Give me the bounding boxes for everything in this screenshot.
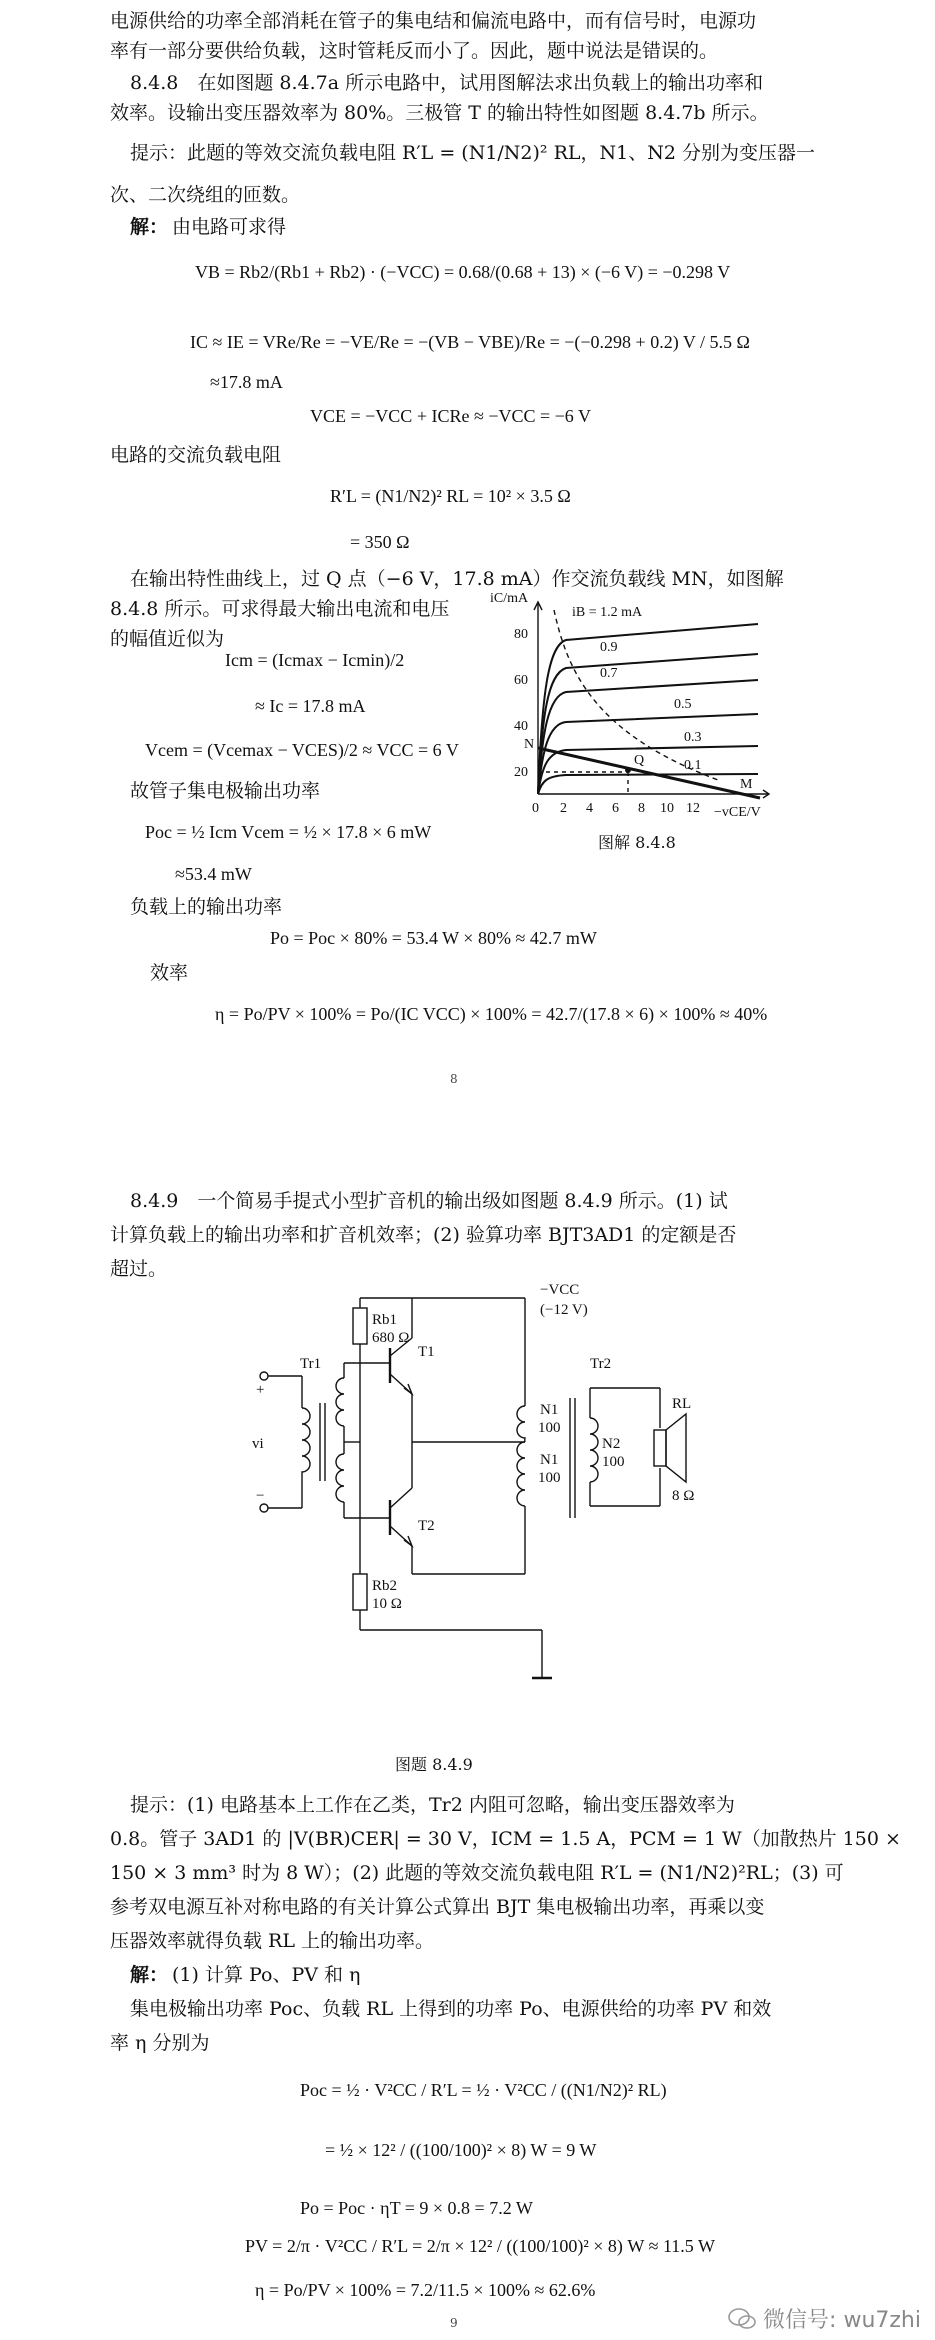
paragraph-line: 电源供给的功率全部消耗在管子的集电结和偏流电路中，而有信号时，电源功 [110, 10, 757, 32]
equation-vb: VB = Rb2/(Rb1 + Rb2) · (−VCC) = 0.68/(0.68 + 13) × (−6 V) = −0.298 V [195, 262, 731, 282]
equation-ic-value: ≈17.8 mA [210, 372, 283, 392]
minus-sign: − [256, 1488, 265, 1504]
curve-text-line: 的幅值近似为 [110, 628, 225, 650]
amplifier-circuit-diagram [240, 1238, 710, 1738]
n2-value: 100 [602, 1454, 625, 1470]
curve-ib-1-2 [538, 624, 758, 794]
x-tick: 10 [660, 801, 674, 816]
curve-label-0-7: 0.7 [600, 666, 618, 681]
page-number: 8 [450, 1072, 458, 1086]
point-q-label: Q [634, 753, 645, 768]
curve-text-line: 8.4.8 所示。可求得最大输出电流和电压 [110, 598, 450, 620]
transformer-tr1-primary [302, 1408, 310, 1476]
transformer-tr2-primary-upper [517, 1406, 525, 1442]
hint-line: 参考双电源互补对称电路的有关计算公式算出 BJT 集电极输出功率，再乘以变 [110, 1896, 765, 1918]
equation-eta: η = Po/PV × 100% = Po/(IC VCC) × 100% = 42.7/(17.8 × 6) × 100% ≈ 40% [215, 1004, 768, 1024]
problem-8-4-8-line: 效率。设输出变压器效率为 80%。三极管 T 的输出特性如图题 8.4.7b 所示。 [110, 102, 769, 124]
watermark [727, 2303, 921, 2334]
solution-label: 解： [130, 1964, 169, 1986]
curve-label-0-3: 0.3 [684, 730, 702, 745]
curve-label-ib: iB = 1.2 mA [572, 605, 643, 620]
vi-label: vi [252, 1436, 264, 1452]
n1-upper-value: 100 [538, 1420, 561, 1436]
solution-line: (1) 计算 Po、PV 和 η [172, 1964, 361, 1986]
input-terminal-minus [260, 1504, 268, 1512]
curve-label-0-5: 0.5 [674, 697, 692, 712]
transformer-tr2-primary-lower [517, 1442, 525, 1506]
x-tick: 6 [612, 801, 619, 816]
q-point [625, 767, 631, 773]
transformer-tr1-secondary-upper [336, 1378, 344, 1426]
wechat-icon [727, 2307, 757, 2331]
equation-rl: R′L = (N1/N2)² RL = 10² × 3.5 Ω [330, 486, 571, 506]
efficiency-label: 效率 [150, 962, 189, 984]
hint-line: 0.8。管子 3AD1 的 |V(BR)CER| = 30 V，ICM = 1.5 A，PCM = 1 W（加散热片 150 × [110, 1828, 901, 1850]
equation-icm-value: ≈ Ic = 17.8 mA [255, 696, 366, 716]
paragraph-line: 率有一部分要供给负载，这时管耗反而小了。因此，题中说法是错误的。 [110, 40, 719, 62]
vcc-value: (−12 V) [540, 1302, 588, 1318]
point-n-label: N [524, 737, 535, 752]
solution-intro: 由电路可求得 [172, 216, 287, 238]
hint-line: 压器效率就得负载 RL 上的输出功率。 [110, 1930, 435, 1952]
problem-8-4-9-line: 超过。 [110, 1258, 168, 1280]
problem-8-4-9-line: 8.4.9 一个简易手提式小型扩音机的输出级如图题 8.4.9 所示。(1) 试 [130, 1190, 728, 1212]
x-tick: 2 [560, 801, 567, 816]
rb1-label: Rb1 [372, 1312, 398, 1328]
curve-text-line: 在输出特性曲线上，过 Q 点（−6 V，17.8 mA）作交流负载线 MN，如图解 [130, 568, 784, 590]
tr1-label: Tr1 [300, 1356, 322, 1372]
n2-label: N2 [602, 1436, 621, 1452]
curve-label-0-1: 0.1 [684, 758, 702, 773]
rl-label: RL [672, 1396, 692, 1412]
output-characteristic-figure [488, 584, 778, 854]
page-number: 9 [450, 2316, 458, 2330]
rb2-label: Rb2 [372, 1578, 398, 1594]
curve-label-0-9: 0.9 [600, 640, 618, 655]
watermark-text: 微信号: wu7zhi [763, 2308, 921, 2333]
hint-line: 150 × 3 mm³ 时为 8 W）；(2) 此题的等效交流负载电阻 R′L = (N1/N2)²RL；(3) 可 [110, 1862, 844, 1884]
t1-label: T1 [418, 1344, 435, 1360]
n1-lower-value: 100 [538, 1470, 561, 1486]
equation-poc: Poc = ½ Icm Vcem = ½ × 17.8 × 6 mW [145, 822, 432, 842]
plus-sign: + [256, 1382, 265, 1398]
rl-value: 8 Ω [672, 1488, 695, 1504]
hint-line: 次、二次绕组的匝数。 [110, 184, 301, 206]
equation-icm: Icm = (Icmax − Icmin)/2 [225, 650, 405, 670]
load-line-mn [538, 748, 760, 798]
equation-vcem: Vcem = (Vcemax − VCES)/2 ≈ VCC = 6 V [145, 740, 459, 760]
equation-po: Po = Poc · ηT = 9 × 0.8 = 7.2 W [300, 2198, 533, 2218]
transformer-tr1-secondary-lower [336, 1454, 344, 1502]
equation-vce: VCE = −VCC + ICRe ≈ −VCC = −6 V [310, 406, 591, 426]
figure-caption: 图题 8.4.9 [395, 1755, 473, 1774]
equation-poc-value: = ½ × 12² / ((100/100)² × 8) W = 9 W [325, 2140, 597, 2160]
equation-rl-value: = 350 Ω [350, 532, 410, 552]
t2-label: T2 [418, 1518, 435, 1534]
transformer-tr2-secondary [590, 1418, 598, 1482]
page-9 [0, 1130, 935, 2340]
tr2-label: Tr2 [590, 1356, 612, 1372]
rb2-value: 10 Ω [372, 1596, 402, 1612]
curve-ib-0-3 [538, 746, 758, 794]
y-axis-label: iC/mA [490, 591, 529, 606]
solution-line: 率 η 分别为 [110, 2032, 210, 2054]
problem-8-4-8-line: 8.4.8 在如图题 8.4.7a 所示电路中，试用图解法求出负载上的输出功率和 [130, 72, 764, 94]
resistor-rb2 [353, 1574, 367, 1610]
speaker-icon [654, 1430, 666, 1466]
y-tick: 80 [514, 627, 528, 642]
curve-ib-0-7 [538, 680, 758, 794]
input-terminal-plus [260, 1372, 268, 1380]
equation-ic: IC ≈ IE = VRe/Re = −VE/Re = −(VB − VBE)/Re = −(−0.298 + 0.2) V / 5.5 Ω [190, 332, 750, 352]
hint-line: 提示：此题的等效交流负载电阻 R′L = (N1/N2)² RL，N1、N2 分别为变压器一 [130, 142, 815, 164]
equation-pv: PV = 2/π · V²CC / R′L = 2/π × 12² / ((100/100)² × 8) W ≈ 11.5 W [245, 2236, 715, 2256]
poc-intro: 故管子集电极输出功率 [130, 780, 321, 802]
vcc-label: −VCC [540, 1282, 580, 1298]
problem-8-4-9-line: 计算负载上的输出功率和扩音机效率；(2) 验算功率 BJT3AD1 的定额是否 [110, 1224, 737, 1246]
x-axis-label: −vCE/V [714, 805, 761, 820]
x-tick: 8 [638, 801, 645, 816]
x-tick: 4 [586, 801, 593, 816]
equation-po: Po = Poc × 80% = 53.4 W × 80% ≈ 42.7 mW [270, 928, 597, 948]
origin-label: 0 [532, 801, 539, 816]
equation-poc: Poc = ½ · V²CC / R′L = ½ · V²CC / ((N1/N2)² RL) [300, 2080, 667, 2100]
hint-line: 提示：(1) 电路基本上工作在乙类，Tr2 内阻可忽略，输出变压器效率为 [130, 1794, 735, 1816]
equation-eta: η = Po/PV × 100% = 7.2/11.5 × 100% ≈ 62.6% [255, 2280, 596, 2300]
page-8 [0, 0, 935, 1130]
point-m-label: M [740, 777, 753, 792]
y-tick: 60 [514, 673, 528, 688]
solution-label: 解： [130, 216, 169, 238]
y-tick: 40 [514, 719, 528, 734]
n1-upper-label: N1 [540, 1402, 559, 1418]
resistor-rb1 [353, 1308, 367, 1344]
rb1-value: 680 Ω [372, 1330, 410, 1346]
po-intro: 负载上的输出功率 [130, 896, 283, 918]
ac-load-intro: 电路的交流负载电阻 [110, 444, 282, 466]
x-tick: 12 [686, 801, 700, 816]
equation-poc-value: ≈53.4 mW [175, 864, 252, 884]
solution-line: 集电极输出功率 Poc、负载 RL 上得到的功率 Po、电源供给的功率 PV 和效 [130, 1998, 772, 2020]
n1-lower-label: N1 [540, 1452, 559, 1468]
figure-caption: 图解 8.4.8 [598, 833, 676, 852]
y-tick: 20 [514, 765, 528, 780]
